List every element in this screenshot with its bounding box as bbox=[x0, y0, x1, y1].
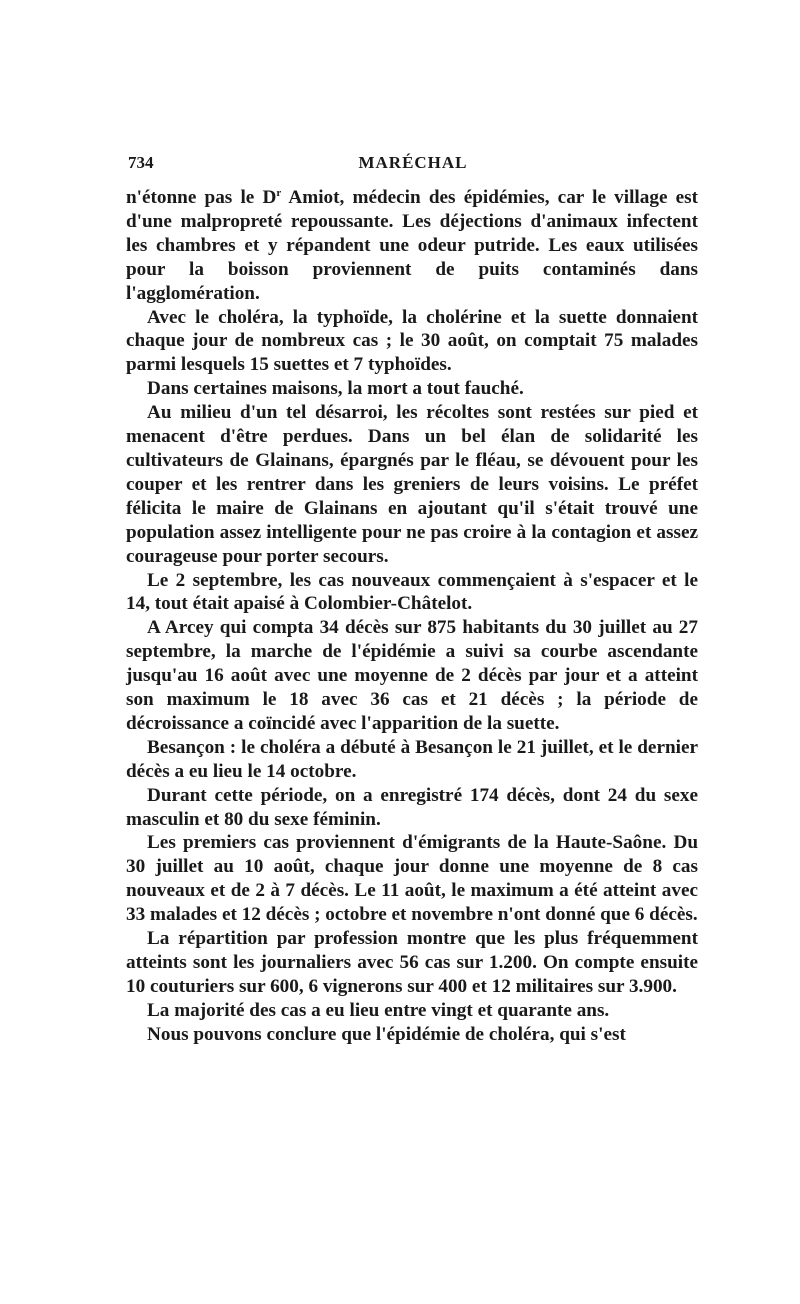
running-head: MARÉCHAL bbox=[358, 153, 468, 172]
paragraph-text: Amiot, médecin des épidémies, car le village est d'une malpropreté repoussante. Les déjections d'animaux infectent les chambres et y répandent une odeur putride. Les eaux utilisées pour la boisson proviennent de puits contaminés dans l'agglomération. bbox=[126, 187, 699, 304]
paragraph: Dans certaines maisons, la mort a tout fauché. bbox=[147, 378, 524, 400]
body-text bbox=[126, 186, 698, 1047]
paragraph: Les premiers cas proviennent d'émigrants de la Haute-Saône. Du 30 juillet au 10 août, chaque jour donne une moyenne de 8 cas nouveaux et de 2 à 7 décès. Le 11 août, le maximum a été atteint avec 33 malades et 12 décès ; octobre et novembre n'ont donné que 6 décès. bbox=[126, 832, 698, 926]
paragraph: Nous pouvons conclure que l'épidémie de choléra, qui s'est bbox=[147, 1023, 626, 1045]
paragraph: A Arcey qui compta 34 décès sur 875 habitants du 30 juillet au 27 septembre, la marche de l'épidémie a suivi sa courbe ascendante jusqu'au 16 août avec une moyenne de 2 décès par jour et a atteint son maximum le 18 avec 36 cas et 21 décès ; la période de décroissance a coïncidé avec l'apparition de la suette. bbox=[126, 617, 698, 734]
page-header bbox=[128, 153, 698, 179]
paragraph bbox=[126, 186, 698, 306]
paragraph: Avec le choléra, la typhoïde, la cholérine et la suette donnaient chaque jour de nombreux cas ; le 30 août, on comptait 75 malades parmi lesquels 15 suettes et 7 typhoïdes. bbox=[126, 306, 698, 376]
paragraph: Le 2 septembre, les cas nouveaux commençaient à s'espacer et le 14, tout était apaisé à Colombier-Châtelot. bbox=[126, 569, 698, 615]
page-number: 734 bbox=[128, 153, 154, 172]
paragraph: Besançon : le choléra a débuté à Besançon le 21 juillet, et le dernier décès a eu lieu le 14 octobre. bbox=[126, 736, 698, 782]
paragraph: Durant cette période, on a enregistré 174 décès, dont 24 du sexe masculin et 80 du sexe féminin. bbox=[126, 784, 698, 830]
paragraph: La majorité des cas a eu lieu entre vingt et quarante ans. bbox=[147, 999, 610, 1021]
superscript: r bbox=[276, 187, 282, 199]
paragraph: Au milieu d'un tel désarroi, les récoltes sont restées sur pied et menacent d'être perdues. Dans un bel élan de solidarité les cultivateurs de Glainans, épargnés par le fléau, se dévouent pour les couper et les rentrer dans les greniers de leurs voisins. Le préfet félicita le maire de Glainans en ajoutant qu'il s'était trouvé une population assez intelligente pour ne pas croire à la contagion et assez courageuse pour porter secours. bbox=[126, 402, 698, 567]
paragraph: La répartition par profession montre que les plus fréquemment atteints sont les journaliers avec 56 cas sur 1.200. On compte ensuite 10 couturiers sur 600, 6 vignerons sur 400 et 12 militaires sur 3.900. bbox=[126, 928, 698, 997]
paragraph-text: n'étonne pas le D bbox=[126, 187, 277, 208]
